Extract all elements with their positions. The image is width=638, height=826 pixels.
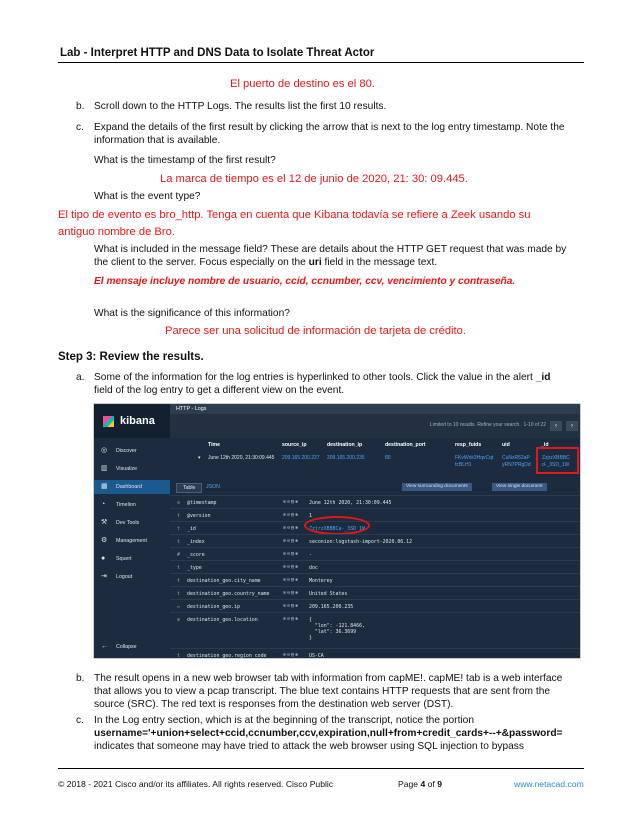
step3-c-marker: c. (76, 715, 84, 726)
field-type-icon: t (177, 565, 180, 571)
nav-label: Squert (116, 556, 132, 562)
column-header[interactable]: source_ip (282, 442, 307, 448)
nav-item-management[interactable] (94, 534, 170, 548)
header-rule (58, 62, 584, 63)
prev-page-button[interactable]: ‹ (550, 421, 562, 431)
field-row (170, 599, 581, 612)
question-message-line2 (94, 256, 437, 269)
devtools-icon: ⚒ (101, 519, 108, 526)
field-value: United States (309, 591, 348, 597)
highlight-box (536, 447, 579, 474)
uri-keyword: uri (308, 257, 322, 268)
field-name: destination_geo.ip (187, 604, 240, 610)
field-actions[interactable]: ⊕⊖▤✱ (283, 603, 300, 609)
row-id-2[interactable]: d-_3SD_1W (542, 462, 570, 468)
id-value-link[interactable]: ZzjrzXBBBCa-_3SD_1W (309, 526, 365, 532)
row-uid[interactable]: CuNxR52aP (502, 455, 530, 461)
field-value: 209.165.200.235 (309, 604, 354, 610)
kibana-screenshot (93, 403, 581, 659)
column-header[interactable]: uid (502, 442, 510, 448)
field-actions[interactable]: ⊕⊖▤✱ (283, 551, 300, 557)
nav-item-dashboard[interactable] (94, 480, 170, 494)
question-event-type: What is the event type? (94, 191, 201, 202)
field-type-icon: t (177, 591, 180, 597)
field-name: _score (187, 552, 205, 558)
nav-label: Dev Tools (116, 520, 140, 526)
paging-text: 1-10 of 22 (523, 422, 546, 428)
field-actions[interactable]: ⊕⊖▤✱ (283, 652, 300, 658)
nav-label: Collapse (116, 644, 137, 650)
page-prefix: Page (398, 779, 421, 789)
page-of: of (425, 779, 438, 789)
answer-destination-port: El puerto de destino es el 80. (230, 78, 375, 90)
field-name: @version (187, 513, 211, 519)
expand-arrow-icon[interactable]: ▾ (198, 455, 201, 461)
row-id[interactable]: ZzjrzXBBBC (542, 455, 570, 461)
field-row (170, 560, 581, 573)
tab-json[interactable]: JSON (206, 484, 220, 490)
field-value: { "lon": -121.8466, "lat": 36.3699 } (309, 617, 365, 641)
row-destination-ip[interactable]: 209.165.200.235 (327, 455, 365, 461)
field-row (170, 534, 581, 547)
field-name: _id (187, 526, 196, 532)
nav-item-devtools[interactable] (94, 516, 170, 530)
nav-item-squert[interactable] (94, 552, 170, 566)
next-page-button[interactable]: › (566, 421, 578, 431)
field-row (170, 586, 581, 599)
field-type-icon: ▭ (177, 604, 180, 610)
doc-tabs (170, 480, 581, 494)
step3-b-marker: b. (76, 673, 85, 684)
field-type-icon: ⊙ (177, 500, 180, 506)
item-c-text-line1: Expand the details of the first result by clicking the arrow that is next to the log entry timestamp. Note the (94, 122, 565, 133)
column-header[interactable]: resp_fuids (455, 442, 482, 448)
sql-injection-string: username='+union+select+ccid,ccnumber,ccv,expiration,null+from+credit_cards+--+&password= (94, 728, 563, 739)
field-name: destination_geo.region_code (187, 653, 267, 659)
kibana-results-bar (170, 414, 581, 438)
step3-heading: Step 3: Review the results. (58, 351, 204, 363)
row-resp-fuids[interactable]: FKvWnk3HqvCqt (455, 455, 494, 461)
timelion-icon: ◔ (101, 501, 106, 508)
answer-significance: Parece ser una solicitud de información de tarjeta de crédito. (165, 325, 466, 337)
field-name: _index (187, 539, 205, 545)
row-destination-port[interactable]: 80 (385, 455, 391, 461)
results-hint-text: Limited to 10 results. Refine your search. (429, 422, 521, 428)
item-b-text: Scroll down to the HTTP Logs. The results list the first 10 results. (94, 101, 387, 112)
nav-label: Dashboard (116, 484, 142, 490)
field-name: _type (187, 565, 202, 571)
row-time: June 12th 2020, 21:30:09.445 (208, 455, 275, 461)
footer-page (398, 779, 442, 789)
arrow-left-icon: ← (101, 643, 108, 650)
kibana-logo-icon (103, 416, 114, 427)
step3-c-line3: indicates that someone may have tried to attack the web browser using SQL injection to bypass (94, 741, 524, 752)
field-name: @timestamp (187, 500, 217, 506)
nav-label: Management (116, 538, 147, 544)
column-header[interactable]: destination_ip (327, 442, 363, 448)
question-significance: What is the significance of this information? (94, 308, 290, 319)
field-actions[interactable]: ⊕⊖▤✱ (283, 577, 300, 583)
page-total: 9 (437, 779, 442, 789)
step3-a-line1 (94, 371, 550, 384)
step3-b-line2: that allows you to view a pcap transcript. The blue text contains HTTP requests that are sent from the (94, 686, 551, 697)
field-row (170, 612, 581, 648)
field-actions[interactable]: ⊕⊖▤✱ (283, 538, 300, 544)
step3-c-line1: In the Log entry section, which is at the beginning of the transcript, notice the portion (94, 715, 474, 726)
step3-b-line1: The result opens in a new web browser tab with information from capME!. capME! tab is a web interface (94, 673, 563, 684)
field-actions[interactable]: ⊕⊖▤✱ (283, 616, 300, 622)
column-header[interactable]: Time (208, 442, 221, 448)
item-b-marker: b. (76, 101, 85, 112)
field-value: Monterey (309, 578, 333, 584)
step3-a-line2: field of the log entry to get a different view on the event. (94, 385, 345, 396)
field-value: US-CA (309, 653, 324, 659)
nav-label: Logout (116, 574, 133, 580)
field-value: June 12th 2020, 21:30:09.445 (309, 500, 392, 506)
field-row (170, 547, 581, 560)
item-c-text-line2: information that is available. (94, 135, 221, 146)
bar-chart-icon: ▥ (101, 465, 108, 472)
question-message-part: the client to the server. Focus especially on the (94, 257, 309, 268)
field-row (170, 648, 581, 659)
field-type-icon: t (177, 513, 180, 519)
kibana-logo (94, 404, 170, 438)
field-value: - (309, 552, 312, 558)
field-row (170, 573, 581, 586)
field-value: 1 (309, 513, 312, 519)
field-row (170, 521, 581, 534)
field-name: destination_geo.location (187, 617, 258, 623)
row-resp-fuids-2[interactable]: fcBLH1 (455, 462, 472, 468)
answer-message: El mensaje incluye nombre de usuario, ccid, ccnumber, ccv, vencimiento y contraseña. (94, 276, 516, 287)
answer-timestamp: La marca de tiempo es el 12 de junio de 2020, 21: 30: 09.445. (160, 173, 468, 185)
field-actions[interactable]: ⊕⊖▤✱ (283, 512, 300, 518)
document-header: Lab - Interpret HTTP and DNS Data to Isolate Threat Actor (60, 47, 375, 59)
footer-url[interactable]: www.netacad.com (514, 779, 584, 789)
answer-event-type-line2: antiguo nombre de Bro. (58, 226, 175, 238)
step3-a-part: Some of the information for the log entries is hyperlinked to other tools. Click the value in the alert (94, 372, 536, 383)
field-actions[interactable]: ⊕⊖▤✱ (283, 499, 300, 505)
nav-label: Discover (116, 448, 137, 454)
kibana-sidebar (94, 404, 170, 659)
field-type-icon: t (177, 526, 180, 532)
tab-table[interactable]: Table (176, 483, 202, 493)
kibana-results-table (170, 438, 581, 659)
kibana-logo-text: kibana (120, 415, 155, 427)
compass-icon: ◎ (101, 447, 108, 454)
nav-item-discover[interactable] (94, 444, 170, 458)
question-message-line1: What is included in the message field? These are details about the HTTP GET request that was made by (94, 244, 567, 255)
answer-event-type-line1: El tipo de evento es bro_http. Tenga en cuenta que Kibana todavía se refiere a Zeek usando su (58, 209, 531, 221)
id-keyword: _id (535, 372, 551, 383)
kibana-panel-title: HTTP - Logs (170, 404, 581, 414)
field-type-icon: t (177, 539, 180, 545)
field-actions[interactable]: ⊕⊖▤✱ (283, 590, 300, 596)
nav-item-logout[interactable] (94, 570, 170, 584)
item-c-marker: c. (76, 122, 84, 133)
highlight-oval (304, 516, 370, 535)
step3-a-marker: a. (76, 372, 85, 383)
field-row (170, 495, 581, 508)
question-timestamp: What is the timestamp of the first result? (94, 155, 276, 166)
logout-icon: ⇥ (101, 573, 107, 580)
gear-icon: ⚙ (101, 537, 108, 544)
nav-label: Timelion (116, 502, 136, 508)
page-number: 4 (420, 779, 426, 789)
field-name: destination_geo.city_name (187, 578, 261, 584)
field-actions[interactable]: ⊕⊖▤✱ (283, 525, 300, 531)
field-actions[interactable]: ⊕⊖▤✱ (283, 564, 300, 570)
nav-item-visualize[interactable] (94, 462, 170, 476)
field-type-icon: t (177, 653, 180, 659)
field-row (170, 508, 581, 521)
question-message-part: field in the message text. (321, 257, 438, 268)
row-source-ip[interactable]: 209.165.200.227 (282, 455, 320, 461)
field-value: doc (309, 565, 318, 571)
results-hint (430, 422, 546, 428)
step3-b-line3: source (SRC). The red text is responses from the destination web server (DST). (94, 699, 454, 710)
column-header[interactable]: _id (541, 442, 549, 448)
footer-rule (58, 768, 584, 769)
nav-label: Visualize (116, 466, 138, 472)
nav-item-timelion[interactable] (94, 498, 170, 512)
squert-icon: ● (101, 555, 106, 562)
field-value: seconion:logstash-import-2020.06.12 (309, 539, 413, 545)
view-single-button[interactable]: View single document (492, 483, 547, 491)
column-header[interactable]: destination_port (385, 442, 426, 448)
field-type-icon: # (177, 552, 180, 558)
row-uid-2[interactable]: yRN7PRgDd (502, 462, 531, 468)
footer-copyright: © 2018 - 2021 Cisco and/or its affiliates. All rights reserved. Cisco Public (58, 779, 334, 789)
field-type-icon: t (177, 578, 180, 584)
dashboard-icon: ▦ (101, 483, 108, 490)
nav-item-collapse[interactable] (94, 640, 170, 654)
field-type-icon: ⊕ (177, 617, 180, 623)
view-surrounding-button[interactable]: View surrounding documents (402, 483, 472, 491)
field-name: destination_geo.country_name (187, 591, 270, 597)
